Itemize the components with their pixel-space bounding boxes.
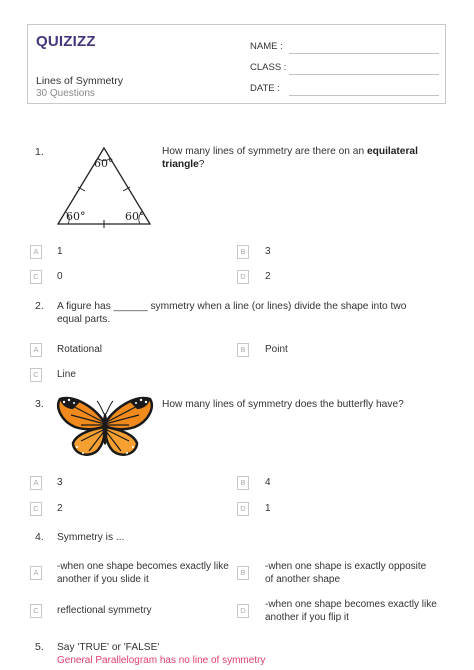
question-text-part: How many lines of symmetry are there on an <box>162 146 367 157</box>
question-count: 30 Questions <box>36 88 95 99</box>
option-text[interactable]: 2 <box>57 503 63 514</box>
quizizz-logo: QUIZIZZ <box>36 33 96 50</box>
option-letter-c[interactable]: C <box>30 368 42 382</box>
question-text-part: ? <box>198 159 205 170</box>
option-text[interactable]: Point <box>265 344 288 355</box>
quiz-title: Lines of Symmetry <box>36 75 123 87</box>
question-text: How many lines of symmetry does the butterfly have? <box>162 399 404 410</box>
option-text[interactable]: 0 <box>57 271 63 282</box>
angle-label-left: 60° <box>66 210 86 223</box>
name-label: NAME : <box>250 41 283 52</box>
option-letter-a[interactable]: A <box>30 566 42 580</box>
class-label: CLASS : <box>250 62 287 73</box>
statement-text: General Parallelogram has no line of symmetry <box>57 655 266 666</box>
option-text[interactable]: Rotational <box>57 344 103 355</box>
option-text[interactable]: 1 <box>265 503 271 514</box>
question-text-bold: equilateral triangle <box>162 146 418 170</box>
option-text[interactable]: 3 <box>57 477 63 488</box>
option-text[interactable]: -when one shape becomes exactly like another if you slide it <box>57 561 229 585</box>
option-text[interactable]: Line <box>57 369 76 380</box>
question-number: 3. <box>35 398 44 410</box>
option-letter-c[interactable]: C <box>30 270 42 284</box>
option-text[interactable]: reflectional symmetry <box>57 605 152 616</box>
option-letter-c[interactable]: C <box>30 604 42 618</box>
option-letter-a[interactable]: A <box>30 343 42 357</box>
question-number: 2. <box>35 300 44 312</box>
question-text <box>162 145 422 171</box>
option-letter-b[interactable]: B <box>237 476 249 490</box>
question-text: A figure has ______ symmetry when a line (or lines) divide the shape into two equal parts. <box>57 301 407 325</box>
option-letter-d[interactable]: D <box>237 502 249 516</box>
date-label: DATE : <box>250 83 280 94</box>
option-letter-a[interactable]: A <box>30 245 42 259</box>
butterfly-image <box>55 393 155 461</box>
equilateral-triangle-figure <box>52 140 158 230</box>
option-letter-b[interactable]: B <box>237 566 249 580</box>
option-letter-c[interactable]: C <box>30 502 42 516</box>
worksheet-header <box>27 24 446 104</box>
option-text[interactable]: 3 <box>265 246 271 257</box>
option-text[interactable]: 4 <box>265 477 271 488</box>
question-number: 5. <box>35 641 44 653</box>
angle-label-right: 60° <box>125 210 145 223</box>
option-letter-a[interactable]: A <box>30 476 42 490</box>
option-letter-d[interactable]: D <box>237 604 249 618</box>
question-number: 1. <box>35 146 44 158</box>
option-letter-b[interactable]: B <box>237 343 249 357</box>
name-field[interactable] <box>289 53 439 54</box>
option-text[interactable]: -when one shape becomes exactly like another if you flip it <box>265 599 437 623</box>
option-letter-b[interactable]: B <box>237 245 249 259</box>
option-letter-d[interactable]: D <box>237 270 249 284</box>
angle-label-top: 60° <box>94 157 114 170</box>
option-text[interactable]: -when one shape is exactly opposite of another shape <box>265 561 427 585</box>
question-number: 4. <box>35 531 44 543</box>
class-field[interactable] <box>289 74 439 75</box>
option-text[interactable]: 1 <box>57 246 63 257</box>
question-text: Say 'TRUE' or 'FALSE' <box>57 642 160 653</box>
question-text: Symmetry is ... <box>57 532 125 543</box>
option-text[interactable]: 2 <box>265 271 271 282</box>
date-field[interactable] <box>289 95 439 96</box>
